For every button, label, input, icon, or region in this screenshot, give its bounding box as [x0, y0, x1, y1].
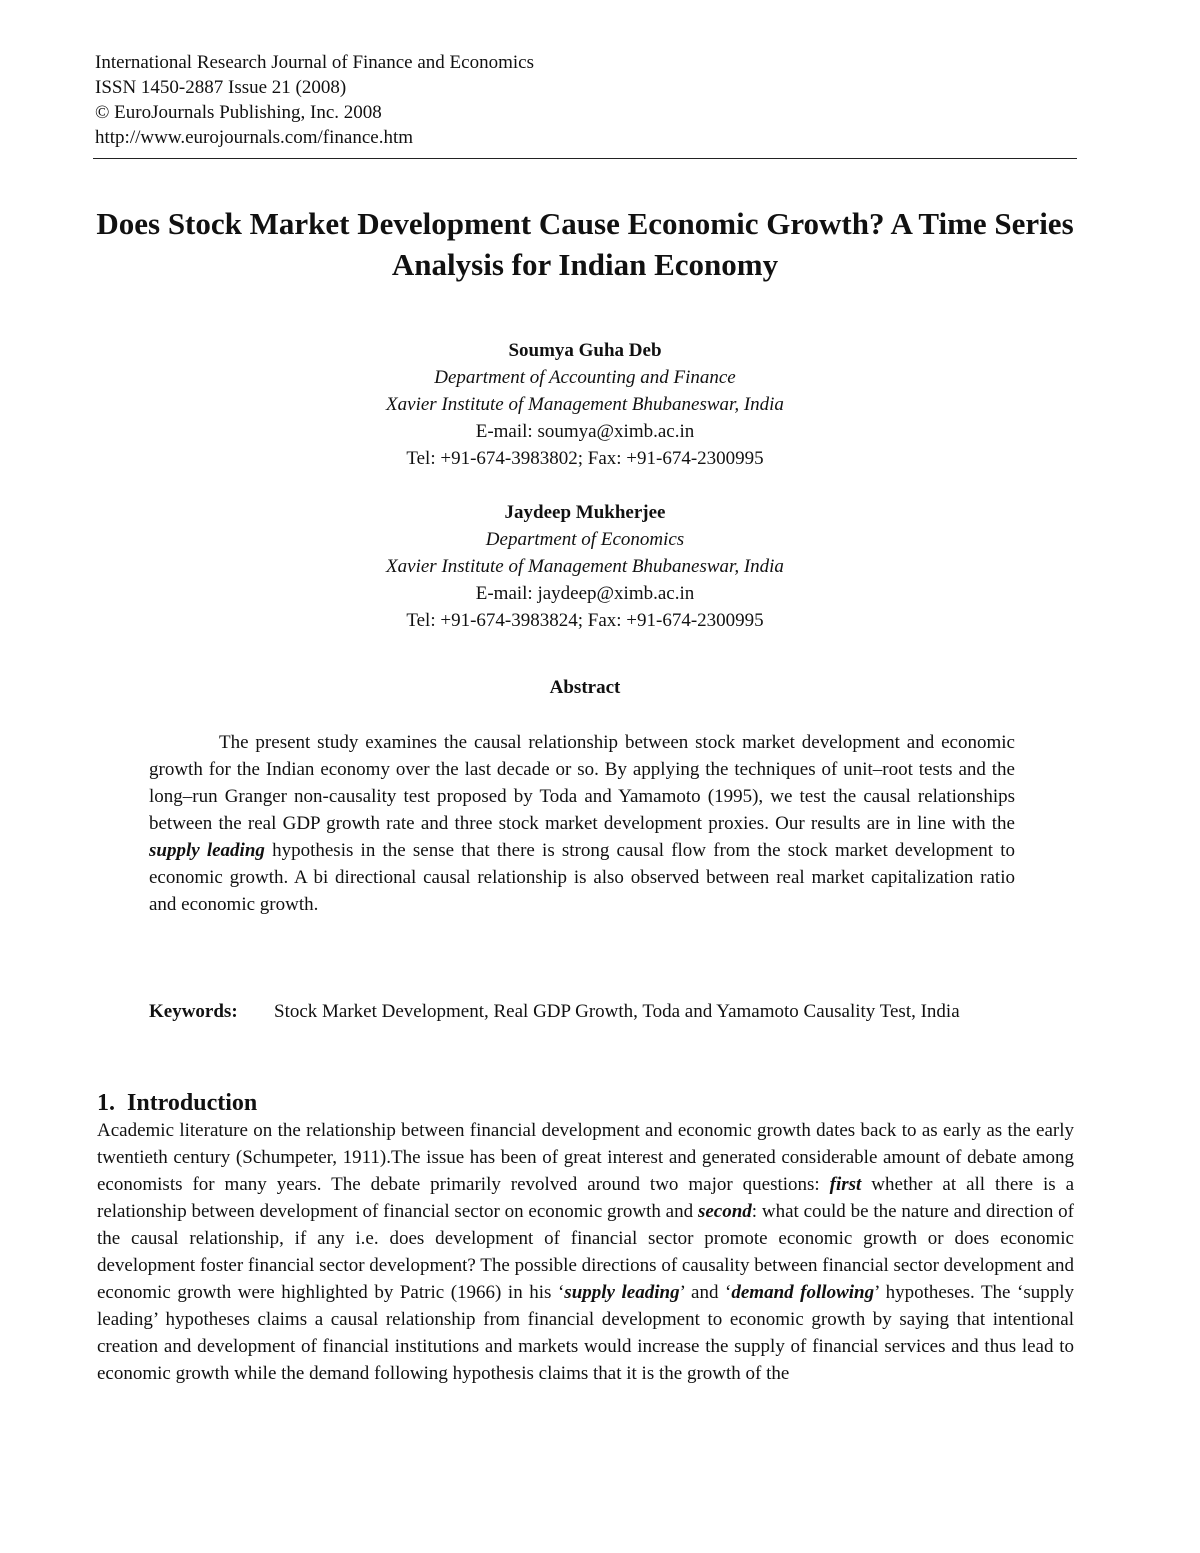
journal-url[interactable]: http://www.eurojournals.com/finance.htm: [95, 127, 413, 148]
author-institution: Xavier Institute of Management Bhubaneswar, India: [386, 556, 784, 577]
author-institution: Xavier Institute of Management Bhubaneswar, India: [386, 394, 784, 415]
abstract-text-part-1: The present study examines the causal relationship between stock market development and economic growth for the Indian economy over the last decade or so. By applying the techniques of unit–root tests and the long–run Granger non-causality test proposed by Toda and Yamamoto (1995), we test the causal relationships between the real GDP growth rate and three stock market development proxies. Our results are in line with the: [149, 732, 1015, 834]
author-email: E-mail: jaydeep@ximb.ac.in: [475, 583, 695, 604]
quote-close: ’: [679, 1282, 685, 1303]
author-phone-fax: Tel: +91-674-3983802; Fax: +91-674-2300995: [406, 448, 764, 469]
intro-text-part: Academic literature on the relationship between financial development and economic growth dates back to as early as the early twentieth century (Schumpeter, 1911).The issue has been of great interest and generated considerable amount of debate among economists for many years. The debate primarily revolved around two major questions:: [97, 1120, 1074, 1195]
author-block-2: [95, 499, 1075, 634]
author-phone-fax: Tel: +91-674-3983824; Fax: +91-674-2300995: [406, 610, 764, 631]
introduction-text: [97, 1117, 1074, 1387]
quote-open: ‘: [557, 1282, 565, 1303]
intro-text-part: hypotheses. The ‘supply leading’ hypotheses claims a causal relationship from financial development to economic growth by saying that intentional creation and development of financial institutions and markets would increase the supply of financial services and thus lead to economic growth while the demand following hypothesis claims that it is the growth of the: [97, 1282, 1075, 1384]
intro-text-part: and: [691, 1282, 719, 1303]
header-divider: [93, 158, 1077, 159]
journal-header: [95, 50, 1075, 150]
author-department: Department of Accounting and Finance: [434, 367, 736, 388]
journal-name: International Research Journal of Finance and Economics: [95, 52, 534, 73]
quote-close: ’: [874, 1282, 880, 1303]
intro-emphasis-second: second: [697, 1201, 752, 1222]
abstract-text-part-2: hypothesis in the sense that there is strong causal flow from the stock market development to economic growth. A bi directional causal relationship is also observed between real market capitalization ratio and economic growth.: [149, 840, 1016, 915]
keywords-text: Stock Market Development, Real GDP Growth, Toda and Yamamoto Causality Test, India: [274, 1001, 960, 1022]
abstract-text: [149, 729, 1015, 918]
section-heading-introduction: [97, 1087, 257, 1119]
author-department: Department of Economics: [485, 529, 685, 550]
keywords: [149, 998, 1015, 1025]
quote-open: ‘: [725, 1282, 732, 1303]
paper-title: Does Stock Market Development Cause Economic Growth? A Time Series Analysis for Indian Economy: [96, 206, 1074, 282]
intro-text-part: whether at all there is a relationship between development of financial sector on economic growth and: [97, 1174, 1075, 1222]
intro-text-part: : what could be the nature and direction of the causal relationship, if any i.e. does development of financial sector promote economic growth or does economic development foster financial sector development? The possible directions of causality between financial sector development and economic growth were highlighted by Patric (1966) in his: [97, 1201, 1074, 1303]
author-name: Jaydeep Mukherjee: [504, 502, 666, 523]
section-number: 1.: [97, 1090, 115, 1116]
author-block-1: [95, 337, 1075, 472]
abstract-heading: Abstract: [549, 677, 621, 698]
abstract-emphasis-term: supply leading: [149, 840, 265, 861]
intro-emphasis-supply-leading: supply leading: [564, 1282, 680, 1303]
journal-issn-issue: ISSN 1450-2887 Issue 21 (2008): [95, 77, 347, 98]
section-title: Introduction: [127, 1090, 258, 1116]
author-name: Soumya Guha Deb: [508, 340, 662, 361]
journal-copyright: © EuroJournals Publishing, Inc. 2008: [95, 102, 382, 123]
keywords-label: Keywords:: [149, 1001, 238, 1022]
author-email: E-mail: soumya@ximb.ac.in: [475, 421, 695, 442]
intro-emphasis-first: first: [829, 1174, 862, 1195]
intro-emphasis-demand-following: demand following: [731, 1282, 875, 1303]
